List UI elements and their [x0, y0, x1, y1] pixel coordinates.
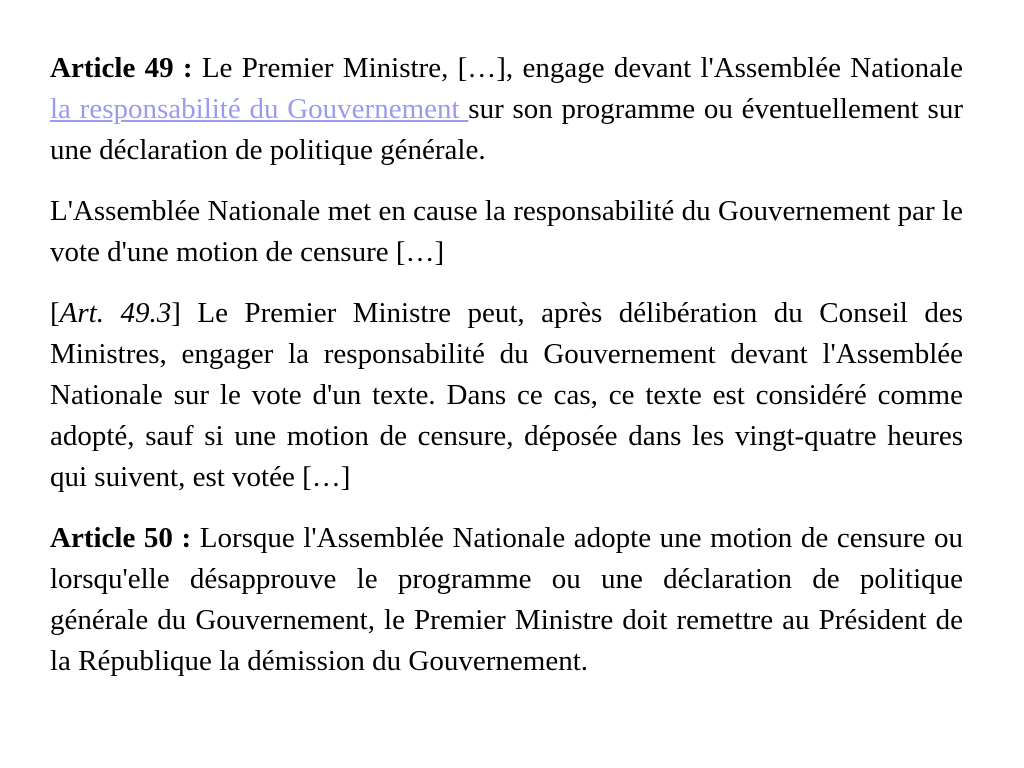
article-49-text-end: sur son programme ou éventuellement sur une déclaration de politique générale.: [50, 93, 963, 166]
article-49-3-bracket-open: [: [50, 297, 60, 329]
article-49-censure-text: L'Assemblée Nationale met en cause la responsabilité du Gouvernement par le vote d'une motion de censure […]: [50, 195, 963, 268]
article-49-heading: Article 49 :: [50, 52, 193, 84]
article-49-3-paragraph: [50, 293, 963, 498]
article-49-3-reference: Art. 49.3: [59, 297, 172, 329]
article-49-3-text: Le Premier Ministre peut, après délibération du Conseil des Ministres, engager la responsabilité du Gouvernement devant l'Assemblée Nationale sur le vote d'un texte. Dans ce cas, ce texte est considéré comme adopté, sauf si une motion de censure, déposée dans les vingt-quatre heures qui suivent, est votée […]: [50, 297, 964, 493]
article-50-text: Lorsque l'Assemblée Nationale adopte une motion de censure ou lorsqu'elle désapprouve le programme ou une déclaration de politique générale du Gouvernement, le Premier Ministre doit remettre au Président de la République la démission du Gouvernement.: [50, 522, 963, 677]
article-49-3-bracket-close: ]: [171, 297, 181, 329]
slide-content: [50, 48, 963, 702]
article-50-heading: Article 50 :: [50, 522, 192, 554]
article-49-text-start: Le Premier Ministre, […], engage devant l'Assemblée Nationale: [192, 52, 963, 84]
responsabilite-gouvernement-link[interactable]: la responsabilité du Gouvernement: [50, 93, 469, 125]
article-49-paragraph: [50, 48, 963, 171]
article-49-second-paragraph: [50, 191, 963, 273]
article-50-paragraph: [50, 518, 963, 682]
